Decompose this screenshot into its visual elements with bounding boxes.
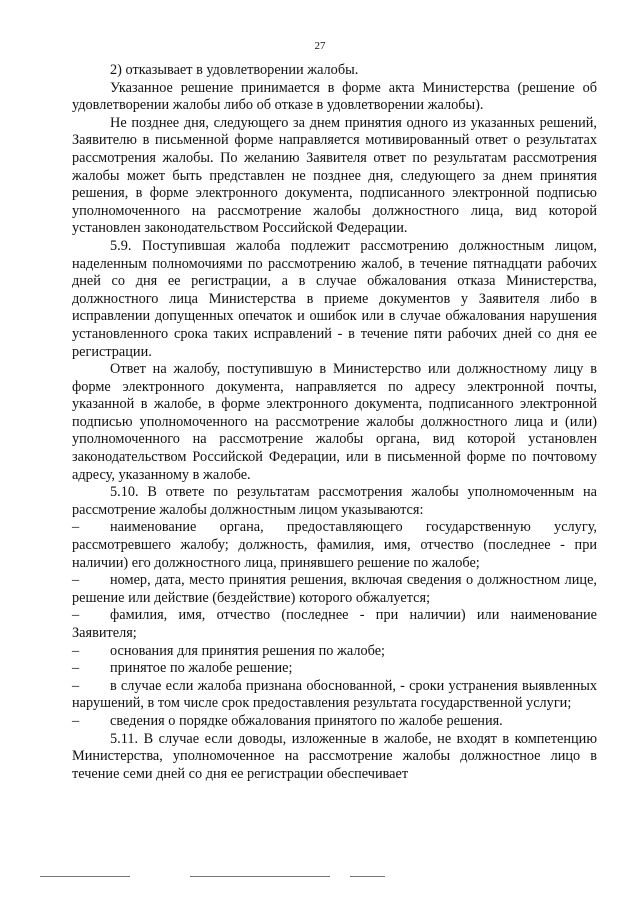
- paragraph-5-10: 5.10. В ответе по результатам рассмотрения жалобы уполномоченным на рассмотрение жалобы должностным лицом указываются:: [72, 484, 597, 518]
- list-item-deadlines: [72, 678, 597, 713]
- page-number: 27: [314, 40, 326, 52]
- footer-line: [190, 876, 330, 877]
- footer-line: [40, 876, 130, 877]
- footer-line: [350, 876, 385, 877]
- dash-marker: –: [72, 607, 80, 624]
- list-item-appeal-procedure: [72, 713, 597, 731]
- list-item-text: принятое по жалобе решение;: [110, 660, 293, 677]
- list-item-text: в случае если жалоба признана обоснованной, - сроки устранения выявленных нарушений, в том числе срок предоставления результата государственной услуги;: [72, 677, 597, 712]
- document-body: [72, 62, 597, 783]
- paragraph-5-9: 5.9. Поступившая жалоба подлежит рассмотрению должностным лицом, наделенным полномочиями по рассмотрению жалоб, в течение пятнадцати рабочих дней со дня ее регистрации, а в случае обжалования отказа Министерства, должностного лица Министерства в приеме документов у Заявителя либо в исправлении допущенных опечаток и ошибок или в случае обжалования нарушения установленного срока таких исправлений - в течение пяти рабочих дней со дня ее регистрации.: [72, 237, 597, 360]
- paragraph-p2: Указанное решение принимается в форме акта Министерства (решение об удовлетворении жалобы либо об отказе в удовлетворении жалобы).: [72, 79, 597, 114]
- list-item-applicant-name: [72, 607, 597, 642]
- dash-marker: –: [72, 677, 80, 694]
- list-item-text: фамилия, имя, отчество (последнее - при наличии) или наименование Заявителя;: [72, 607, 597, 641]
- dash-marker: –: [72, 519, 80, 536]
- paragraph-p3: Не позднее дня, следующего за днем принятия одного из указанных решений, Заявителю в письменной форме направляется мотивированный ответ о результатах рассмотрения жалобы. По желанию Заявителя ответ по результатам рассмотрения жалобы может быть представлен не позднее дня, следующего за днем принятия решения, в форме электронного документа, подписанного электронной подписью уполномоченного на рассмотрение жалобы должностного лица, вид которой установлен законодательством Российской Федерации.: [72, 114, 597, 237]
- dash-marker: –: [72, 712, 80, 729]
- paragraph-5-11: 5.11. В случае если доводы, изложенные в жалобе, не входят в компетенцию Министерства, уполномоченное на рассмотрение жалобы должностное лицо в течение семи дней со дня ее регистрации обеспечивает: [72, 730, 597, 782]
- paragraph-p5: Ответ на жалобу, поступившую в Министерство или должностному лицу в форме электронного документа, направляется по адресу электронной почты, указанной в жалобе, в форме электронного документа, подписанного электронной подписью уполномоченного на рассмотрение жалобы должностного лица и (или) уполномоченного на рассмотрение жалобы органа, вид которой установлен законодательством Российской Федерации, или в письменной форме по почтовому адресу, указанному в жалобе.: [72, 361, 597, 483]
- list-item-text: наименование органа, предоставляющего государственную услугу, рассмотревшего жалобу; должность, фамилия, имя, отчество (последнее - при наличии) его должностного лица, принявшего решение по жалобе;: [72, 519, 597, 571]
- list-item-text: сведения о порядке обжалования принятого по жалобе решения.: [110, 712, 503, 729]
- dash-marker: –: [72, 642, 80, 659]
- list-item-text: номер, дата, место принятия решения, включая сведения о должностном лице, решение или действие (бездействие) которого обжалуется;: [72, 572, 597, 606]
- dash-marker: –: [72, 572, 80, 589]
- list-item-grounds: [72, 643, 597, 661]
- paragraph-p1: 2) отказывает в удовлетворении жалобы.: [110, 62, 359, 78]
- dash-marker: –: [72, 660, 80, 677]
- list-item-organ-name: [72, 519, 597, 572]
- list-item-text: основания для принятия решения по жалобе;: [110, 642, 386, 659]
- list-item-decision: [72, 660, 597, 678]
- list-item-decision-number: [72, 572, 597, 607]
- footer-rule: [0, 876, 640, 882]
